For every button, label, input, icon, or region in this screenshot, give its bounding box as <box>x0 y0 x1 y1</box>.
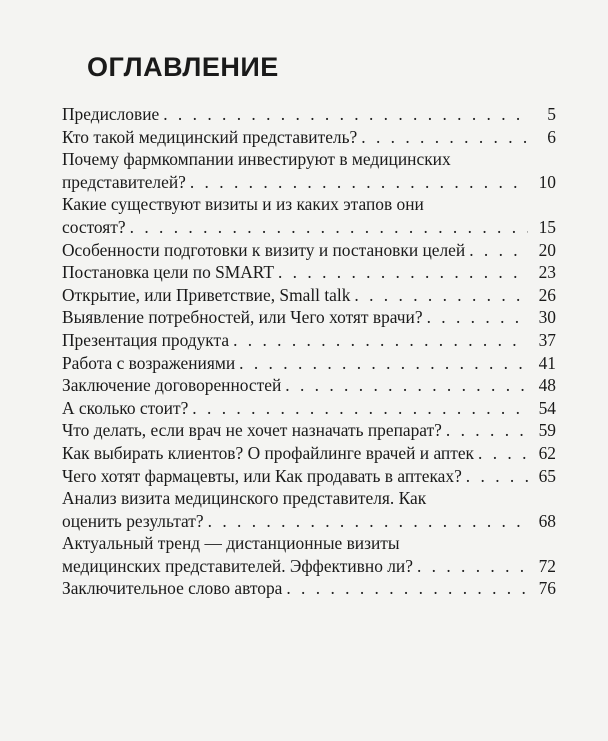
toc-entry-title: Открытие, или Приветствие, Small talk <box>62 284 351 305</box>
toc-entry <box>62 193 556 238</box>
toc-entry-line <box>62 419 556 442</box>
toc-entry-line <box>62 487 556 510</box>
toc-entry-title: Актуальный тренд — дистанционные визиты <box>62 533 400 554</box>
toc-entry-title: А сколько стоит? <box>62 397 189 418</box>
toc-page-number: 54 <box>538 397 556 418</box>
toc-entry-title: Почему фармкомпании инвестируют в медицинских <box>62 149 451 170</box>
toc-entry <box>62 261 556 284</box>
toc-entry-line <box>62 306 556 329</box>
toc-page-number: 6 <box>547 126 556 147</box>
toc-entry-line <box>62 261 556 284</box>
toc-page-number: 20 <box>538 239 556 260</box>
toc-page-number: 65 <box>538 465 556 486</box>
toc-page-number: 68 <box>538 510 556 531</box>
toc-entry-title: Как выбирать клиентов? О профайлинге врачей и аптек <box>62 442 475 463</box>
toc-page-number: 15 <box>538 216 556 237</box>
toc-page-number: 5 <box>547 104 556 124</box>
toc-entry <box>62 532 556 577</box>
toc-entry <box>62 465 556 488</box>
toc-entry-line <box>62 352 556 375</box>
toc-page-number: 37 <box>538 329 556 350</box>
toc-page-number: 10 <box>538 171 556 192</box>
toc-entry-line <box>62 284 556 307</box>
toc-entry-title: Предисловие <box>62 104 160 124</box>
toc-entry <box>62 487 556 532</box>
toc-entry <box>62 306 556 329</box>
toc-entry <box>62 419 556 442</box>
dot-leader <box>208 510 528 533</box>
toc-page-number: 72 <box>538 555 556 576</box>
toc-entry <box>62 239 556 262</box>
toc-entry-title: Постановка цели по SMART <box>62 262 274 283</box>
dot-leader <box>190 171 528 194</box>
dot-leader <box>130 216 528 239</box>
dot-leader <box>285 374 528 397</box>
toc-entry-line <box>62 239 556 262</box>
toc-entry-title: Какие существуют визиты и из каких этапов они <box>62 194 424 215</box>
dot-leader <box>469 239 528 262</box>
toc-entry-line <box>62 442 556 465</box>
dot-leader <box>278 261 528 284</box>
toc-page-number: 62 <box>538 442 556 463</box>
toc-entry-line <box>62 216 556 239</box>
toc-entry <box>62 374 556 397</box>
toc-page-number: 76 <box>538 578 556 599</box>
dot-leader <box>417 555 528 578</box>
toc-page-number: 48 <box>538 375 556 396</box>
toc-page-number: 26 <box>538 284 556 305</box>
toc-entry-line <box>62 193 556 216</box>
toc-entry-line <box>62 465 556 488</box>
toc-entry-line <box>62 329 556 352</box>
toc-entry-title: медицинских представителей. Эффективно ли? <box>62 555 413 576</box>
dot-leader <box>478 442 528 465</box>
toc-page-number: 30 <box>538 307 556 328</box>
toc-entry <box>62 352 556 375</box>
toc-entry <box>62 126 556 149</box>
toc-page-number: 59 <box>538 420 556 441</box>
toc-entry-title: Работа с возражениями <box>62 352 236 373</box>
dot-leader <box>286 577 528 600</box>
toc-entry-line <box>62 555 556 578</box>
toc-entry-line <box>62 103 556 126</box>
toc-entry-line <box>62 532 556 555</box>
toc-entry-title: представителей? <box>62 171 186 192</box>
toc-entry <box>62 577 556 600</box>
toc-entry-line <box>62 510 556 533</box>
dot-leader <box>446 419 528 442</box>
toc-entry-line <box>62 397 556 420</box>
toc-entry-title: Чего хотят фармацевты, или Как продавать в аптеках? <box>62 465 462 486</box>
dot-leader <box>354 284 528 307</box>
toc-entry-line <box>62 171 556 194</box>
dot-leader <box>233 329 528 352</box>
toc-entry <box>62 442 556 465</box>
toc-entry-line <box>62 577 556 600</box>
toc-entry <box>62 397 556 420</box>
toc-page-number: 41 <box>538 352 556 373</box>
dot-leader <box>163 103 528 126</box>
toc-entry-title: Что делать, если врач не хочет назначать препарат? <box>62 420 442 441</box>
toc-entry-title: Заключительное слово автора <box>62 578 283 599</box>
toc-entry-title: Презентация продукта <box>62 329 230 350</box>
dot-leader <box>239 352 528 375</box>
toc-entry-title: Особенности подготовки к визиту и постановки целей <box>62 239 466 260</box>
toc-entry-title: Выявление потребностей, или Чего хотят врачи? <box>62 307 423 328</box>
toc-entry-title: Заключение договоренностей <box>62 375 282 396</box>
toc-entry-title: Анализ визита медицинского представителя. Как <box>62 488 427 509</box>
toc-entry-line <box>62 126 556 149</box>
toc-entry <box>62 284 556 307</box>
toc-page-number: 23 <box>538 262 556 283</box>
toc-entry-line <box>62 374 556 397</box>
toc-entry-title: Кто такой медицинский представитель? <box>62 126 358 147</box>
table-of-contents <box>62 103 556 600</box>
toc-entry <box>62 148 556 193</box>
dot-leader <box>427 306 528 329</box>
toc-entry-title: оценить результат? <box>62 510 204 531</box>
toc-entry <box>62 103 556 126</box>
page-title: ОГЛАВЛЕНИЕ <box>87 52 279 82</box>
dot-leader <box>361 126 528 149</box>
dot-leader <box>192 397 528 420</box>
toc-entry-title: состоят? <box>62 216 126 237</box>
toc-entry <box>62 329 556 352</box>
dot-leader <box>466 465 528 488</box>
toc-entry-line <box>62 148 556 171</box>
